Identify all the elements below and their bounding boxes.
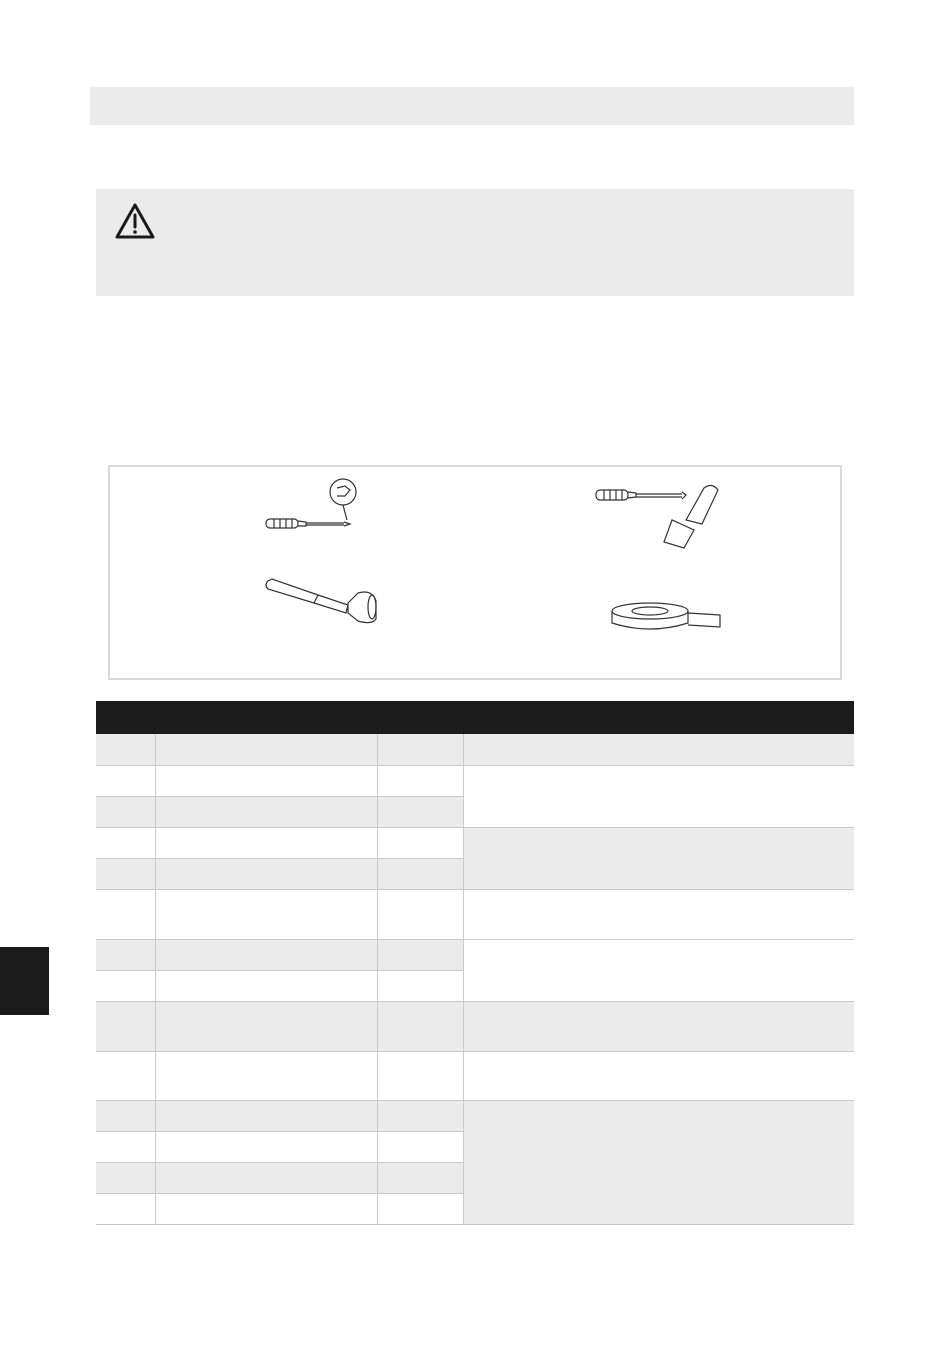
table-row <box>96 939 854 970</box>
phillips-screwdriver-icon <box>262 474 362 534</box>
table-row <box>96 1051 854 1100</box>
warning-box <box>96 189 854 296</box>
tools-panel <box>108 465 842 680</box>
flathead-screwdriver-icon <box>594 480 724 550</box>
section-title-bar <box>90 87 854 125</box>
table-row <box>96 827 854 858</box>
table-row <box>96 734 854 765</box>
table-row <box>96 1100 854 1131</box>
warning-triangle-icon <box>114 202 156 240</box>
insulating-tape-icon <box>608 597 728 637</box>
table-row <box>96 1001 854 1051</box>
table-row <box>96 765 854 796</box>
spec-table <box>96 701 854 1225</box>
table-row <box>96 889 854 939</box>
torque-wrench-icon <box>262 575 392 625</box>
table-header <box>96 701 854 734</box>
side-section-tab <box>0 947 49 1015</box>
